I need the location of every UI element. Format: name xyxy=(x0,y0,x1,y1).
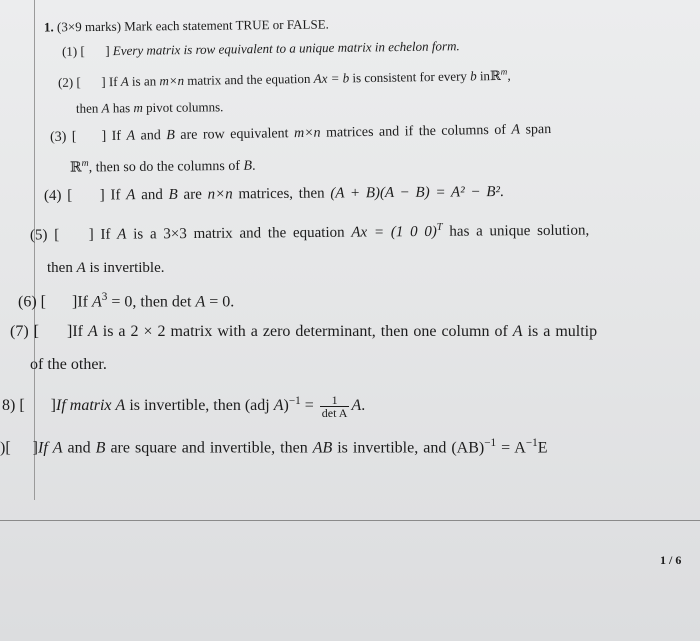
math: A xyxy=(115,397,126,415)
math: m×n xyxy=(159,72,185,89)
math: A xyxy=(120,73,129,89)
text: is invertible. xyxy=(89,260,165,276)
statement-label: )[ xyxy=(0,439,11,457)
text: = 0, then det xyxy=(111,293,192,311)
fraction xyxy=(320,394,350,419)
statement-label: (3) [ xyxy=(49,129,77,145)
math: Ax = (1 0 0) xyxy=(351,223,437,241)
superscript: m xyxy=(500,66,508,77)
text: has a unique solution, xyxy=(449,222,590,240)
text: is invertible, and xyxy=(337,439,447,457)
bracket-close: ] xyxy=(101,74,106,90)
math: B xyxy=(95,439,106,457)
question-number: 1. xyxy=(43,19,54,35)
text: is consistent for every xyxy=(352,68,467,86)
statement-label: (6) [ xyxy=(18,293,46,311)
text: E xyxy=(537,439,548,457)
bracket-close: ] xyxy=(105,43,110,59)
math: (AB) xyxy=(451,439,485,457)
text: If xyxy=(108,73,118,90)
math: B xyxy=(243,158,253,174)
text: is a 3×3 matrix and the equation xyxy=(133,224,345,243)
statement-7 xyxy=(10,323,597,341)
math: B xyxy=(168,186,178,203)
statement-7-line2 xyxy=(30,356,107,374)
text: has xyxy=(112,100,131,116)
text: = A xyxy=(501,439,526,457)
math: m×n xyxy=(293,125,321,142)
superscript: T xyxy=(436,221,443,233)
math: A xyxy=(351,397,362,415)
text: If xyxy=(77,293,88,311)
text: matrix and the equation xyxy=(187,70,311,88)
math: ℝ xyxy=(489,67,501,84)
statement-label: (7) [ xyxy=(10,323,39,340)
math: A xyxy=(273,397,284,415)
statement-label: 8) [ xyxy=(2,397,25,415)
text: then xyxy=(75,100,99,116)
statement-9 xyxy=(0,437,548,457)
math: A xyxy=(101,100,110,116)
statement-label: (4) [ xyxy=(43,187,73,205)
math: m xyxy=(133,100,143,116)
bracket-close: ] xyxy=(101,129,107,145)
text: are xyxy=(183,186,202,203)
text: = 0. xyxy=(209,293,235,311)
text: , xyxy=(507,67,511,83)
question-title: (3×9 marks) Mark each statement TRUE or FALSE. xyxy=(56,16,329,35)
math: A xyxy=(87,323,98,340)
text: If matrix xyxy=(55,397,112,415)
text: in xyxy=(479,68,491,84)
statement-5 xyxy=(30,221,589,245)
statement-2-line2 xyxy=(76,99,224,117)
math: ℝ xyxy=(69,160,82,176)
statement-4 xyxy=(44,184,504,205)
statement-2 xyxy=(58,66,511,90)
text: , then so do the columns of xyxy=(88,158,241,176)
statement-label: (5) [ xyxy=(29,227,60,244)
math: A xyxy=(126,128,136,144)
math: A xyxy=(195,293,206,311)
statement-text: Every matrix is row equivalent to a unique matrix in echelon form. xyxy=(112,38,460,59)
math: A xyxy=(512,323,523,340)
superscript: m xyxy=(81,157,89,169)
text: and xyxy=(141,186,163,204)
statement-5-line2 xyxy=(47,260,165,277)
bracket-close: ] xyxy=(88,226,94,243)
text: is invertible, then (adj xyxy=(129,397,270,415)
text: and xyxy=(67,439,91,457)
superscript: −1 xyxy=(525,437,538,449)
text: . xyxy=(361,397,366,415)
text: If xyxy=(100,226,111,243)
superscript: 3 xyxy=(101,291,108,303)
text: = xyxy=(304,397,314,415)
math: b xyxy=(470,68,477,84)
math: AB xyxy=(312,439,333,457)
bracket-close: ] xyxy=(99,187,105,204)
math: A xyxy=(117,226,127,243)
statement-8 xyxy=(2,394,365,419)
text: then xyxy=(47,260,73,276)
text: If xyxy=(110,187,121,204)
math: (A + B)(A − B) = A² − B² xyxy=(330,184,501,202)
statement-1 xyxy=(62,38,460,60)
superscript: −1 xyxy=(288,394,301,407)
statement-label: (2) [ xyxy=(57,74,81,90)
math: A xyxy=(52,439,63,457)
statement-3 xyxy=(50,122,551,146)
text: matrices and if the columns of xyxy=(325,122,507,141)
text: . xyxy=(499,183,504,201)
math: A xyxy=(91,293,102,311)
text: If xyxy=(111,128,122,144)
question-header xyxy=(44,17,329,36)
bracket-close: ] xyxy=(32,439,38,457)
text: . xyxy=(251,158,256,174)
text: pivot columns. xyxy=(145,99,224,116)
math: A xyxy=(511,122,521,138)
math: Ax = b xyxy=(313,70,350,86)
text: ) xyxy=(283,397,289,415)
bracket-close: ] xyxy=(50,397,56,415)
text: are square and invertible, then xyxy=(110,439,308,457)
text: If xyxy=(72,323,83,340)
bracket-close: ] xyxy=(71,293,78,311)
fraction-numerator: 1 xyxy=(320,394,350,407)
text: is a multip xyxy=(527,323,598,340)
text: and xyxy=(140,128,161,144)
text: span xyxy=(525,122,552,138)
page-number: 1 / 6 xyxy=(660,553,682,567)
statement-3-line2 xyxy=(70,156,256,177)
text: of the other. xyxy=(30,356,107,373)
footer-divider xyxy=(0,520,700,521)
statement-label: (1) [ xyxy=(61,43,85,59)
text: are row equivalent xyxy=(180,126,289,143)
text: is a 2 × 2 matrix with a zero determinant, then one column of xyxy=(102,323,508,340)
math: A xyxy=(76,260,86,276)
math: A xyxy=(126,187,136,204)
text: matrices, then xyxy=(238,185,325,203)
statement-6 xyxy=(18,291,234,311)
text: If xyxy=(37,439,48,457)
text: is an xyxy=(131,73,157,89)
fraction-denominator: det A xyxy=(321,406,348,420)
margin-line xyxy=(34,0,35,500)
math: B xyxy=(166,127,175,144)
superscript: −1 xyxy=(484,437,497,449)
bracket-close: ] xyxy=(66,323,73,340)
math: n×n xyxy=(207,186,233,203)
